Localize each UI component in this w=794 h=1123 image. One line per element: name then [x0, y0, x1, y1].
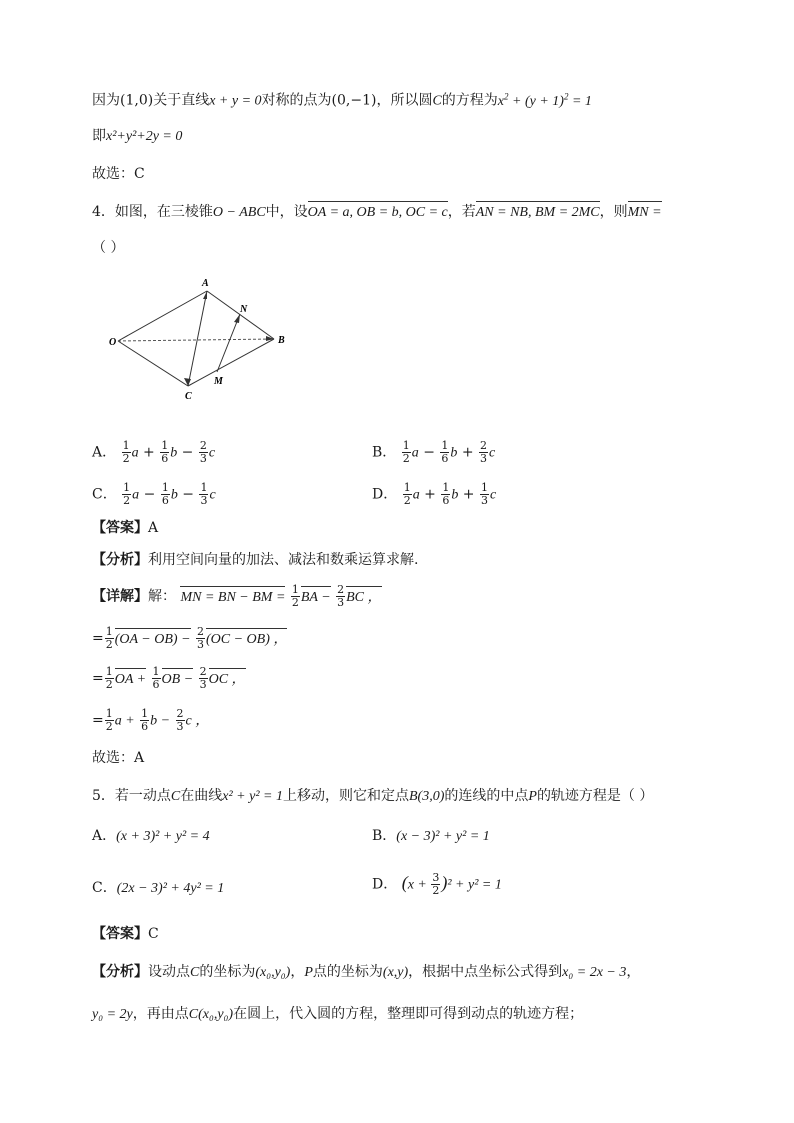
answer-value: A	[148, 520, 159, 536]
question-4-paren: （ ）	[92, 240, 125, 256]
edge-OB	[118, 339, 274, 341]
text-segment: 即	[92, 128, 106, 144]
q5-analysis-line-2: y₀ = 2y，再由点C(x₀,y₀)在圆上，代入圆的方程，整理即可得到动点的轨迹方程；	[92, 1006, 584, 1022]
label-M: M	[214, 376, 223, 387]
label-O: O	[109, 337, 117, 348]
text-segment: 关于直线	[153, 92, 210, 109]
question-4-stem	[92, 202, 662, 223]
text-segment: ，所以圆	[376, 92, 433, 109]
q4-option-c: C． $\frac{1}{2}$ a − $\frac{1}{6}$ b − $\frac{1}{3}$ c	[92, 481, 216, 507]
edge-OA	[118, 291, 207, 341]
edge-CB	[188, 339, 274, 386]
detail-label: 【详解】	[92, 588, 148, 605]
text-segment: 对称的点为	[261, 92, 332, 109]
q5-analysis-line-1: 【分析】设动点C的坐标为(x₀,y₀)，P点的坐标为(x,y)，根据中点坐标公式得到x₀ = 2x − 3，	[92, 964, 641, 980]
math-tetrahedron: O − ABC	[212, 205, 266, 220]
q4-option-a: A． $\frac{1}{2}$ a + $\frac{1}{6}$ b − $\frac{2}{3}$ c	[92, 439, 216, 465]
q4-detail-step-2: = $\frac{1}{2}$ (OA − OB) − $\frac{2}{3}$ (OC − OB) ，	[92, 625, 288, 651]
q5-option-d: D． (x + $\frac{3}{2}$ )² + y² = 1	[372, 871, 502, 897]
math-equation: x²+y²+2y = 0	[106, 129, 183, 144]
edge-AC	[188, 291, 207, 386]
text-segment: 的方程为	[441, 92, 498, 109]
text-segment: ，则	[599, 204, 628, 220]
text-segment: ，若	[447, 204, 476, 220]
q5-option-a: A．(x + 3)² + y² = 4	[92, 828, 210, 844]
label-B: B	[278, 335, 285, 346]
q4-option-b: B． $\frac{1}{2}$ a − $\frac{1}{6}$ b + $\frac{2}{3}$ c	[372, 439, 496, 465]
answer-label: 【答案】	[92, 520, 148, 536]
math-circle-equation: $x^2 + (y + 1)^2 = 1$	[497, 91, 592, 109]
math-point: (1,0)	[120, 92, 154, 109]
math-line-equation: x + y = 0	[209, 93, 262, 109]
q4-detail-step-3: = $\frac{1}{2}$ OA + $\frac{1}{6}$ OB − $\frac{2}{3}$ OC ，	[92, 665, 246, 691]
q5-option-b: B．(x − 3)² + y² = 1	[372, 828, 490, 844]
tetrahedron-diagram	[92, 270, 312, 410]
q4-option-d: D． $\frac{1}{2}$ a + $\frac{1}{6}$ b + $\frac{1}{3}$ c	[372, 481, 497, 507]
q4-detail-step-1: 【详解】解： MN = BN − BM = $\frac{1}{2}$ BA − $\frac{2}{3}$ BC ，	[92, 583, 382, 609]
q4-final-choice: 故选：A	[92, 750, 145, 766]
analysis-text: 利用空间向量的加法、减法和数乘运算求解.	[148, 552, 419, 568]
text-segment: 因为	[92, 92, 120, 109]
math-vector-target: MN =	[628, 203, 662, 223]
text-segment: 4．如图，在三棱锥	[92, 204, 213, 220]
label-A: A	[202, 278, 209, 289]
label-C: C	[185, 391, 192, 402]
q5-answer: 【答案】C	[92, 926, 159, 942]
q5-option-c: C．(2x − 3)² + 4y² = 1	[92, 880, 225, 896]
text-segment: 中，设	[265, 204, 308, 220]
math-var: C	[432, 93, 442, 109]
question-5-stem: 5．若一动点C在曲线x² + y² = 1上移动，则它和定点B(3,0)的连线的中点P的轨迹方程是（ ）	[92, 788, 654, 804]
math-vector-defs: OA = a, OB = b, OC = c	[308, 203, 448, 223]
math-point: (0,−1)	[331, 92, 377, 109]
answer-choice-line: 故选：C	[92, 166, 145, 182]
edge-AB	[207, 291, 274, 339]
q4-detail-step-4: = $\frac{1}{2}$ a + $\frac{1}{6}$ b − $\frac{2}{3}$ c ，	[92, 707, 210, 733]
math-vector-conditions: AN = NB, BM = 2MC	[476, 203, 600, 223]
q4-analysis	[92, 550, 418, 570]
text-line-circle-expanded	[92, 126, 182, 147]
label-N: N	[240, 304, 248, 315]
arrow-N	[234, 314, 240, 323]
analysis-label: 【分析】	[92, 552, 148, 568]
edge-OC	[118, 341, 188, 386]
text-line-circle-symmetry	[92, 86, 592, 112]
q4-answer	[92, 518, 158, 538]
